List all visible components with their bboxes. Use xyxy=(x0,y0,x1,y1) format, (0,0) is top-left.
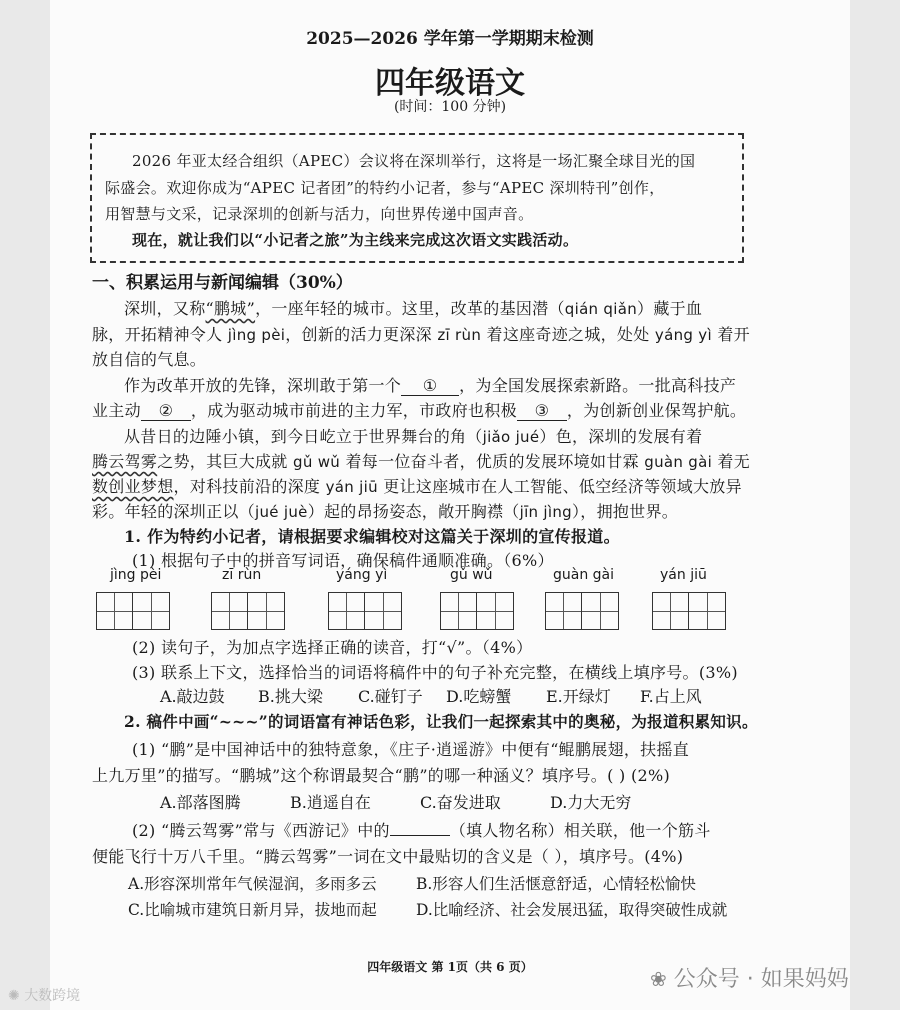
intro-line-3: 用智慧与文采，记录深圳的创新与活力，向世界传递中国声音。 xyxy=(105,205,534,223)
p1-line-2: 脉，开拓精神令人 jìng pèi，创新的活力更深深 zī rùn 着这座奇迹之城，处处 yáng yì 着开 xyxy=(92,325,750,344)
option2-a[interactable]: A.部落图腾 xyxy=(160,793,241,812)
page-footer: 四年级语文 第 1页（共 6 页） xyxy=(367,960,533,974)
option3-a[interactable]: A.形容深圳常年气候湿润，多雨多云 xyxy=(128,875,377,893)
watermark-left: ✺ 大数跨境 xyxy=(8,988,81,1004)
p2-line-1: 作为改革开放的先锋，深圳敢于第一个 ① ，为全国发展探索新路。一批高科技产 xyxy=(124,376,737,395)
grid-pinyin-1: jìng pèi xyxy=(110,567,162,583)
p2-line-2: 业主动 ② ，成为驱动城市前进的主力军，市政府也积极 ③ ，为创新创业保驾护航。 xyxy=(92,401,747,420)
option-c[interactable]: C.碰钉子 xyxy=(358,687,423,706)
grid-pinyin-3: yáng yì xyxy=(336,567,388,583)
option2-d[interactable]: D.力大无穷 xyxy=(550,793,632,812)
option-b[interactable]: B.挑大梁 xyxy=(258,687,323,706)
p1-line-3: 放自信的气息。 xyxy=(92,350,207,369)
writing-grid-6[interactable] xyxy=(652,592,726,630)
option-f[interactable]: F.占上风 xyxy=(640,687,702,706)
page-title: 四年级语文 xyxy=(375,66,525,101)
name-blank[interactable] xyxy=(390,835,450,836)
time-limit: (时间：100 分钟) xyxy=(393,99,507,115)
blank-2[interactable]: ② xyxy=(141,401,191,421)
p3-line-3: 数创业梦想，对科技前沿的深度 yán jiū 更让这座城市在人工智能、低空经济等领域大放异 xyxy=(92,477,742,496)
question-2-2-line-1: (2) “腾云驾雾”常与《西游记》中的 （填人物名称）相关联，他一个筋斗 xyxy=(132,821,711,840)
p3-line-4: 彩。年轻的深圳正以（jué juè）起的昂扬姿态，敞开胸襟（jīn jìng），拥抱世界。 xyxy=(92,502,679,521)
question-2-2-line-2: 便能飞行十万八千里。“腾云驾雾”一词在文中最贴切的含义是（ ），填序号。(4%) xyxy=(92,847,684,866)
option-e[interactable]: E.开绿灯 xyxy=(546,687,611,706)
intro-line-2: 际盛会。欢迎你成为“APEC 记者团”的特约小记者，参与“APEC 深圳特刊”创作， xyxy=(105,179,665,197)
option3-d[interactable]: D.比喻经济、社会发展迅猛，取得突破性成就 xyxy=(416,901,728,919)
option-a[interactable]: A.敲边鼓 xyxy=(160,687,225,706)
intro-line-1: 2026 年亚太经合组织（APEC）会议将在深圳举行，这将是一场汇聚全球目光的国 xyxy=(132,152,696,170)
option3-b[interactable]: B.形容人们生活惬意舒适，心情轻松愉快 xyxy=(416,875,696,893)
watermark-right: ❀ 公众号 · 如果妈妈 xyxy=(650,967,849,992)
question-1-3: (3) 联系上下文，选择恰当的词语将稿件中的句子补充完整，在横线上填序号。(3%) xyxy=(132,663,738,682)
p3-line-1: 从昔日的边陲小镇，到今日屹立于世界舞台的角（jiǎo jué）色，深圳的发展有着 xyxy=(124,427,703,446)
question-2-1-line-2: 上九万里”的描写。“鹏城”这个称谓最契合“鹏”的哪一种涵义？填序号。( ) (2%) xyxy=(92,766,671,785)
question-1-1: (1) 根据句子中的拼音写词语，确保稿件通顺准确。（6%） xyxy=(132,551,554,570)
section-heading: 一、积累运用与新闻编辑（30%） xyxy=(92,273,353,293)
grid-pinyin-4: gǔ wǔ xyxy=(450,567,493,583)
writing-grid-1[interactable] xyxy=(96,592,170,630)
option-d[interactable]: D.吃螃蟹 xyxy=(446,687,512,706)
question-2: 2. 稿件中画“~~~”的词语富有神话色彩，让我们一起探索其中的奥秘，为报道积累知识。 xyxy=(124,712,758,731)
writing-grid-5[interactable] xyxy=(545,592,619,630)
option2-b[interactable]: B.逍遥自在 xyxy=(290,793,371,812)
option3-c[interactable]: C.比喻城市建筑日新月异，拔地而起 xyxy=(128,901,377,919)
wechat-icon: ❀ xyxy=(650,967,667,991)
option2-c[interactable]: C.奋发进取 xyxy=(420,793,501,812)
question-1: 1. 作为特约小记者，请根据要求编辑校对这篇关于深圳的宣传报道。 xyxy=(124,527,620,546)
question-1-2: (2) 读句子，为加点字选择正确的读音，打“√”。（4%） xyxy=(132,638,533,657)
brand-icon: ✺ xyxy=(8,988,20,1004)
term-title: 2025—2026 学年第一学期期末检测 xyxy=(306,29,594,49)
blank-3[interactable]: ③ xyxy=(517,401,567,421)
writing-grid-4[interactable] xyxy=(440,592,514,630)
writing-grid-2[interactable] xyxy=(211,592,285,630)
intro-line-4: 现在，就让我们以“小记者之旅”为主线来完成这次语文实践活动。 xyxy=(132,231,579,249)
grid-pinyin-2: zī rùn xyxy=(222,567,262,583)
question-2-1-line-1: (1) “鹏”是中国神话中的独特意象，《庄子·逍遥游》中便有“鲲鹏展翅，扶摇直 xyxy=(132,740,690,759)
p3-line-2: 腾云驾雾之势，其巨大成就 gǔ wǔ 着每一位奋斗者，优质的发展环境如甘霖 guàn gài 着无 xyxy=(92,452,751,471)
p1-line-1: 深圳，又称“鹏城”，一座年轻的城市。这里，改革的基因潜（qián qiǎn）藏于血 xyxy=(124,299,703,318)
grid-pinyin-6: yán jiū xyxy=(660,567,707,583)
grid-pinyin-5: guàn gài xyxy=(553,567,615,583)
blank-1[interactable]: ① xyxy=(401,376,459,396)
writing-grid-3[interactable] xyxy=(328,592,402,630)
